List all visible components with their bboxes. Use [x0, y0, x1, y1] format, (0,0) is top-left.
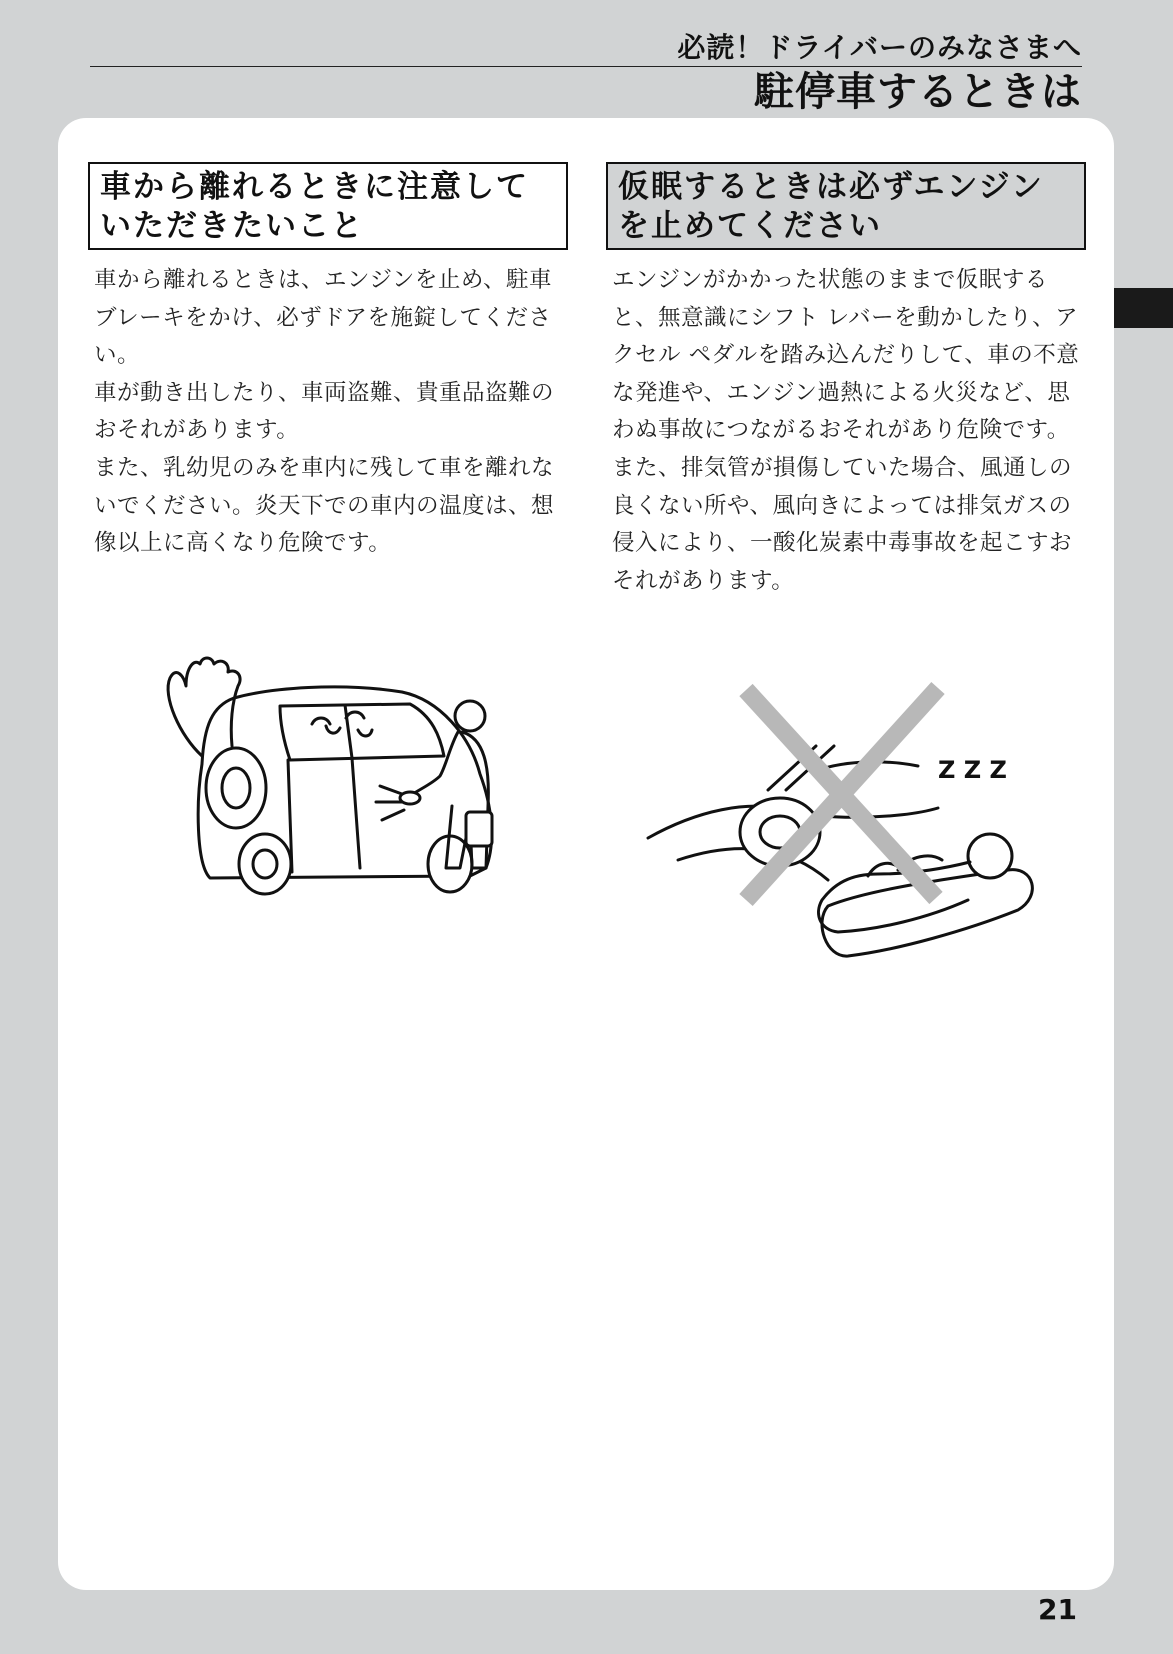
- paragraph: エンジンがかかった状態のままで仮眠すると、無意識にシフト レバーを動かしたり、アクセル ペダルを踏み込んだりして、車の不意な発進や、エンジン過熱による火災など、思わぬ事故につながるおそれがあり危険です。: [612, 267, 1080, 444]
- chapter-tab: [1114, 288, 1173, 328]
- section-heading-line: を止めてください: [618, 208, 882, 244]
- section-heading-line: いただきたいこと: [100, 208, 364, 244]
- section-leaving-car: [88, 162, 568, 563]
- paragraph: また、排気管が損傷していた場合、風通しの良くない所や、風向きによっては排気ガスの侵入により、一酸化炭素中毒事故を起こすおそれがあります。: [612, 454, 1073, 594]
- section-heading-line: 仮眠するときは必ずエンジン: [618, 169, 1044, 205]
- prohibition-cross-icon: [746, 688, 938, 900]
- paragraph: 車が動き出したり、車両盗難、貴重品盗難のおそれがあります。: [94, 379, 555, 444]
- paragraph: また、乳幼児のみを車内に残して車を離れないでください。炎天下での車内の温度は、想像以上に高くなり危険です。: [94, 454, 555, 557]
- page-number: 21: [1038, 1593, 1077, 1626]
- sleep-zzz-text: Z Z Z: [938, 756, 1007, 784]
- paragraph: 車から離れるときは、エンジンを止め、駐車ブレーキをかけ、必ずドアを施錠してください。: [94, 267, 552, 369]
- section-napping: [606, 162, 1086, 600]
- section-heading-line: 車から離れるときに注意して: [100, 169, 529, 205]
- car-lock-illustration: [140, 606, 520, 926]
- section-heading: [606, 162, 1086, 250]
- header-subtitle: 必読！ドライバーのみなさまへ: [677, 31, 1082, 64]
- napping-prohibited-illustration: [638, 660, 1058, 1000]
- page-title: 駐停車するときは: [754, 69, 1082, 115]
- section-body: [606, 262, 1086, 600]
- content-card: [58, 118, 1114, 1590]
- header-rule: [90, 66, 1082, 67]
- section-heading: [88, 162, 568, 250]
- section-body: [88, 262, 568, 563]
